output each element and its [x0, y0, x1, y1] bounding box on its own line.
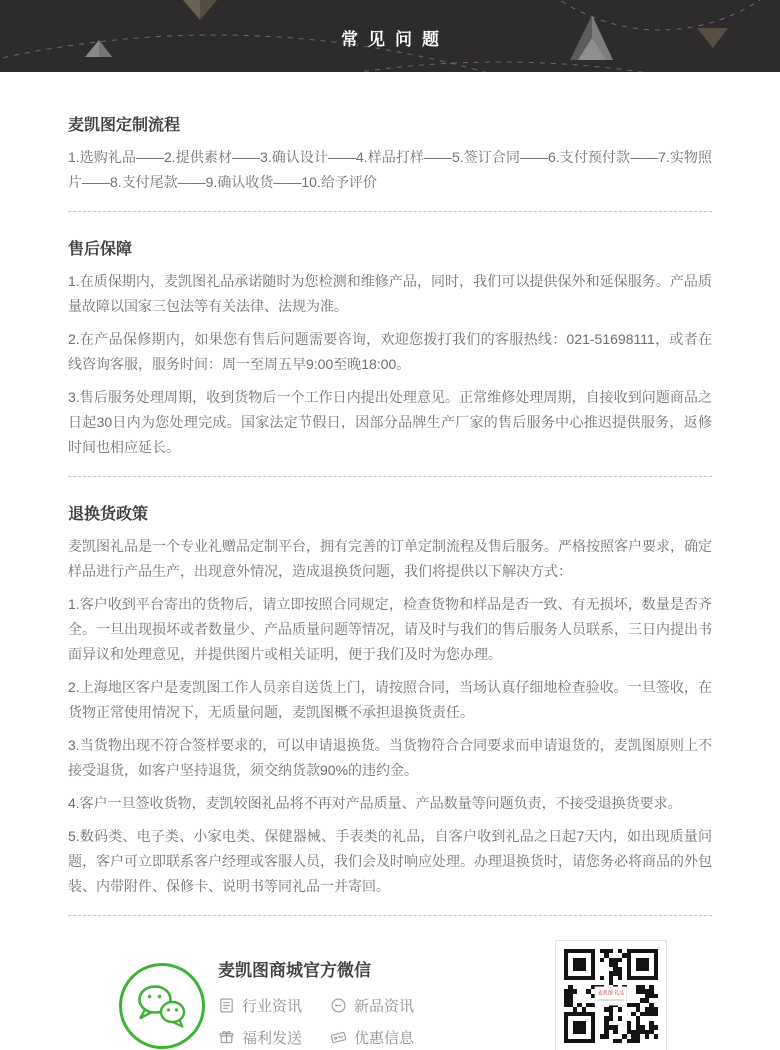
section-after-sales — [68, 236, 712, 460]
coupon-icon — [330, 1029, 347, 1046]
wechat-feature-list — [218, 995, 460, 1048]
dashed-divider — [68, 211, 712, 212]
feature-label: 新品资讯 — [354, 998, 415, 1015]
paragraph: 1.客户收到平台寄出的货物后，请立即按照合同规定，检查货物和样品是否一致、有无损坏，数量是否齐全。一旦出现损坏或者数量少、产品质量问题等情况，请及时与我们的售后服务人员联系，三日内提出书面异议和处理意见，并提供图片或相关证明，便于我们及时为您办理。 — [68, 596, 712, 662]
feature-label: 优惠信息 — [354, 1030, 415, 1047]
gift-icon — [218, 1029, 235, 1046]
feature-discounts — [330, 1027, 460, 1048]
feature-industry-news — [218, 995, 330, 1016]
paragraph: 1.在质保期内，麦凯图礼品承诺随时为您检测和维修产品，同时，我们可以提供保外和延保服务。产品质量故障以国家三包法等有关法律、法规为准。 — [68, 273, 712, 314]
paragraph: 2.在产品保修期内，如果您有售后问题需要咨询，欢迎您拨打我们的客服热线：021-51698111，或者在线咨询客服，服务时间：周一至周五早9:00至晚18:00。 — [68, 331, 712, 372]
section-heading: 退换货政策 — [68, 506, 149, 523]
dashed-divider — [68, 476, 712, 477]
news-doc-icon — [218, 997, 235, 1014]
qr-center-label: 麦凯图 礼品 — [595, 987, 627, 1006]
feature-benefits — [218, 1027, 330, 1048]
feature-label: 行业资讯 — [242, 998, 303, 1015]
paragraph: 5.数码类、电子类、小家电类、保健器械、手表类的礼品，自客户收到礼品之日起7天内，如出现质量问题，客户可立即联系客户经理或客服人员，我们会及时响应处理。办理退换货时，请您务必将商品的外包装、内带附件、保修卡、说明书等同礼品一并寄回。 — [68, 828, 712, 894]
faq-content — [0, 112, 780, 916]
paragraph: 2.上海地区客户是麦凯图工作人员亲自送货上门，请按照合同，当场认真仔细地检查验收。一旦签收，在货物正常使用情况下，无质量问题，麦凯图概不承担退换货责任。 — [68, 679, 712, 720]
feature-new-products — [330, 995, 460, 1016]
section-custom-process — [68, 112, 712, 195]
wechat-footer — [0, 916, 780, 1050]
paragraph: 麦凯图礼品是一个专业礼赠品定制平台，拥有完善的订单定制流程及售后服务。严格按照客户要求，确定样品进行产品生产，出现意外情况，造成退换货问题，我们将提供以下解决方式： — [68, 538, 712, 579]
feature-label: 福利发送 — [242, 1030, 303, 1047]
section-heading: 售后保障 — [68, 241, 133, 258]
wechat-info — [218, 956, 460, 1048]
page-header — [0, 0, 780, 72]
paragraph: 3.当货物出现不符合签样要求的，可以申请退换货。当货物符合合同要求而申请退货的，麦凯图原则上不接受退货，如客户坚持退货，须交纳货款90%的违约金。 — [68, 737, 712, 778]
section-return-policy — [68, 501, 712, 899]
section-heading: 麦凯图定制流程 — [68, 117, 181, 134]
new-badge-icon — [330, 997, 347, 1014]
page-title: 常见问题 — [341, 30, 449, 49]
paragraph: 3.售后服务处理周期，收到货物后一个工作日内提出处理意见。正常维修处理周期，自接收到问题商品之日起30日内为您处理完成。国家法定节假日，因部分品牌生产厂家的售后服务中心推迟提供服务，返修时间也相应延长。 — [68, 389, 712, 455]
wechat-account-title: 麦凯图商城官方微信 — [218, 961, 371, 980]
wechat-icon — [118, 962, 206, 1050]
paragraph: 1.选购礼品——2.提供素材——3.确认设计——4.样品打样——5.签订合同——6.支付预付款——7.实物照片——8.支付尾款——9.确认收货——10.给予评价 — [68, 149, 712, 190]
paragraph: 4.客户一旦签收货物，麦凯较图礼品将不再对产品质量、产品数量等问题负责，不接受退换货要求。 — [68, 795, 682, 811]
qr-code — [555, 940, 667, 1050]
